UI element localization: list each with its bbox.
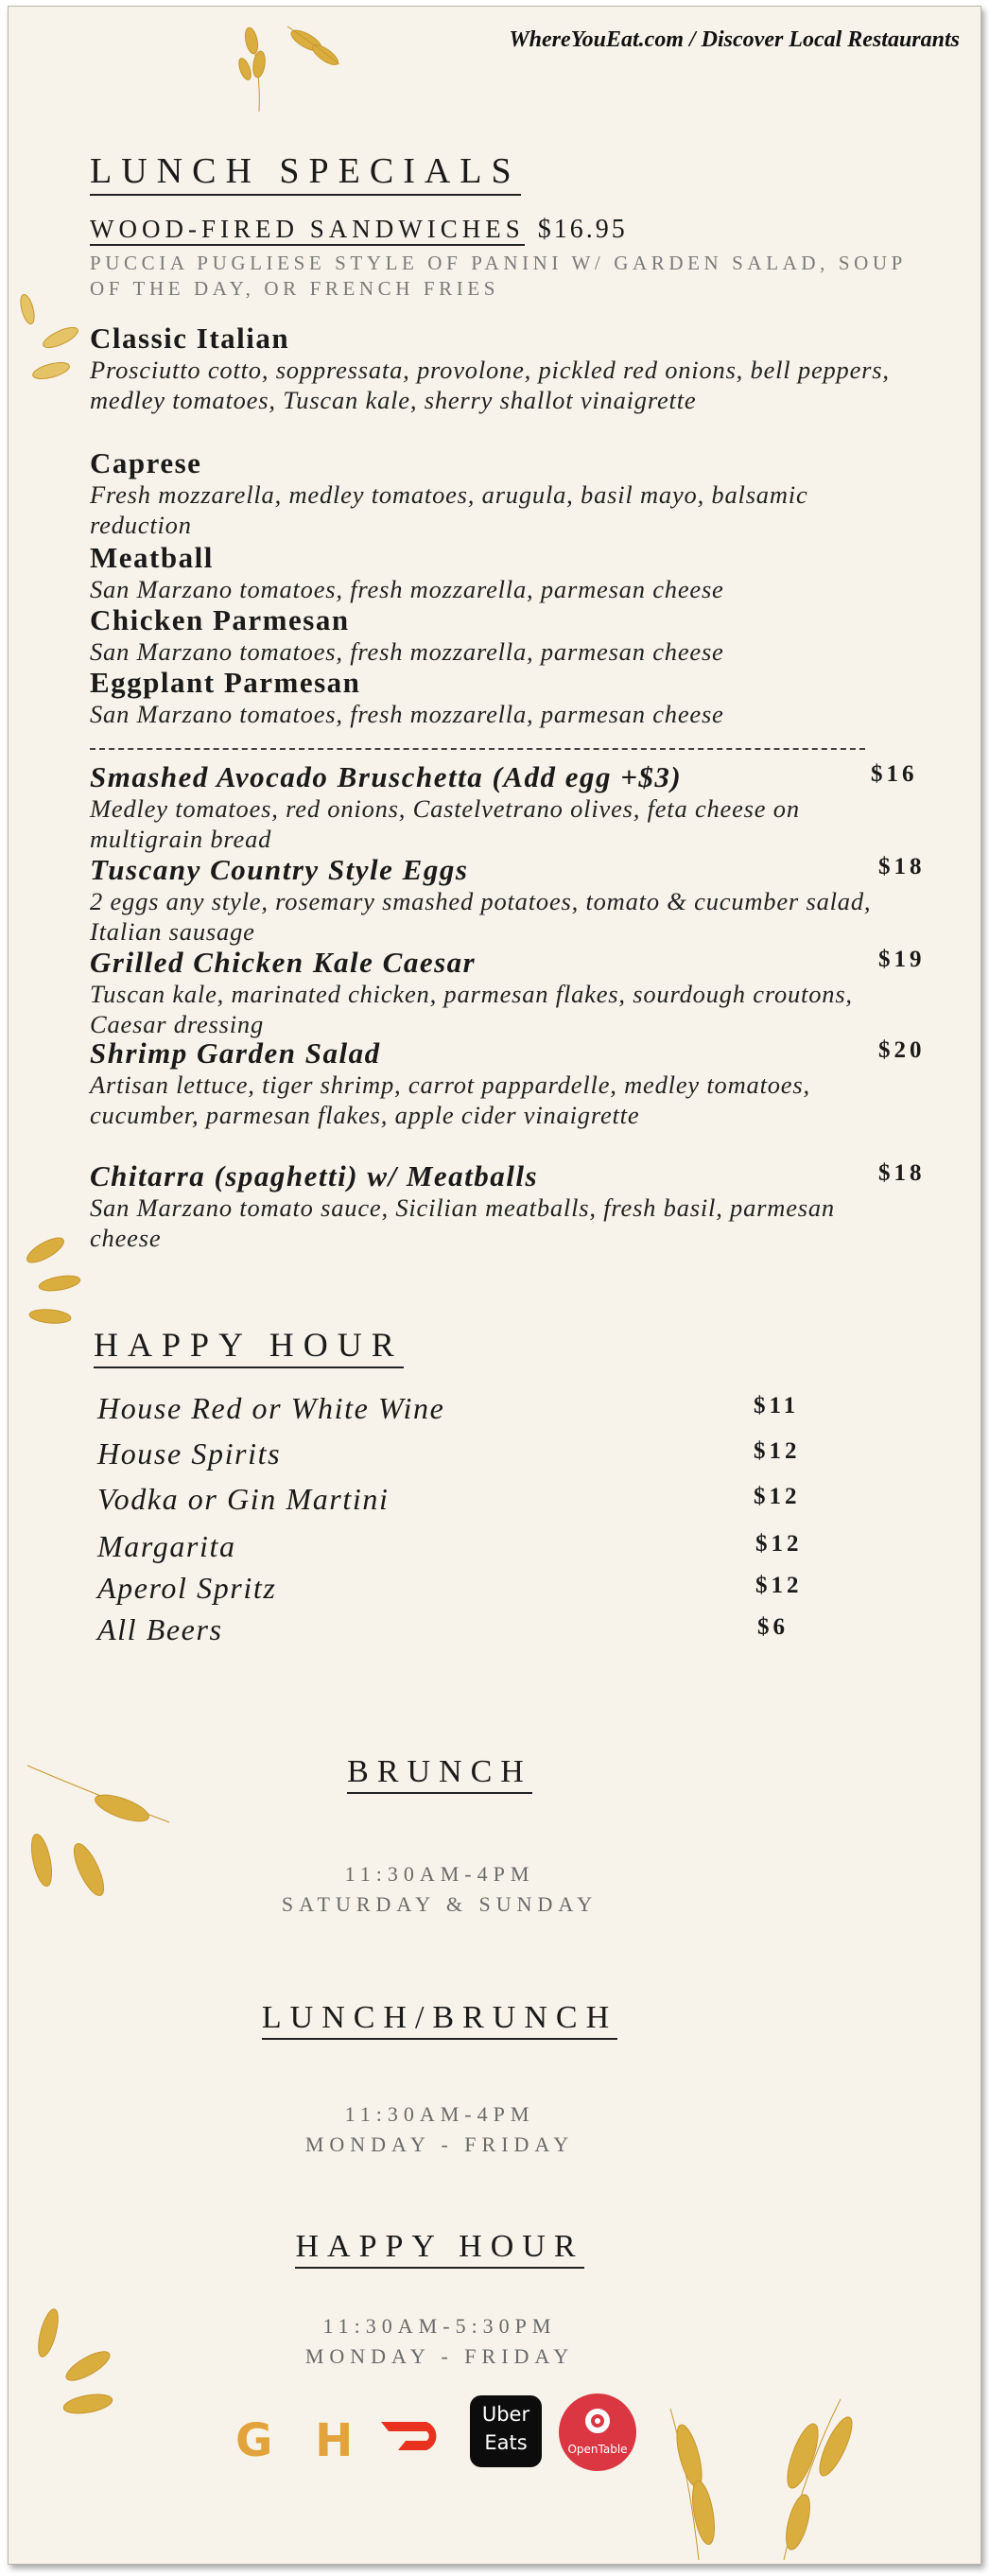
- menu-item: [90, 447, 903, 540]
- item-price: $18: [878, 854, 926, 879]
- item-description: Tuscan kale, marinated chicken, parmesan flakes, sourdough croutons, Caesar dressing: [90, 980, 853, 1038]
- item-description: San Marzano tomato sauce, Sicilian meatballs, fresh basil, parmesan cheese: [90, 1193, 835, 1252]
- item-price: $20: [878, 1037, 926, 1063]
- hours-title: [8, 1754, 926, 1794]
- item-name: Eggplant Parmesan: [90, 666, 361, 699]
- menu-item: [90, 667, 903, 729]
- item-price: $16: [871, 761, 918, 787]
- item-name: Caprese: [90, 446, 202, 479]
- drink-price: $12: [755, 1531, 803, 1557]
- item-description: Medley tomatoes, red onions, Castelvetrano olives, feta cheese on multigrain bread: [90, 794, 800, 853]
- hours-days: SATURDAY & SUNDAY: [281, 1892, 599, 1916]
- item-description: San Marzano tomatoes, fresh mozzarella, parmesan cheese: [90, 637, 724, 666]
- watermark: WhereYouEat.com / Discover Local Restaurants: [509, 27, 960, 52]
- item-description: San Marzano tomatoes, fresh mozzarella, parmesan cheese: [90, 700, 724, 728]
- list-item: [97, 1529, 873, 1567]
- drink-price: $11: [754, 1393, 800, 1419]
- item-description: 2 eggs any style, rosemary smashed potatoes, tomato & cucumber salad, Italian sausage: [90, 887, 872, 946]
- sandwiches-heading: WOOD-FIRED SANDWICHES: [90, 215, 525, 246]
- ubereats-line2: Eats: [484, 2431, 528, 2454]
- drink-price: $12: [754, 1438, 801, 1464]
- menu-item: [90, 1036, 926, 1130]
- ubereats-line1: Uber: [481, 2403, 530, 2426]
- opentable-label: OpenTable: [567, 2443, 628, 2456]
- lunch-specials-title: LUNCH SPECIALS: [90, 150, 521, 196]
- happy-hour-hours-title: HAPPY HOUR: [295, 2229, 583, 2269]
- list-item: [97, 1482, 873, 1520]
- item-name: Grilled Chicken Kale Caesar: [90, 946, 477, 979]
- hours-days: MONDAY - FRIDAY: [304, 2132, 575, 2156]
- lunch-brunch-title: LUNCH/BRUNCH: [262, 2000, 617, 2040]
- item-description: San Marzano tomatoes, fresh mozzarella, parmesan cheese: [90, 575, 724, 603]
- list-item: [97, 1391, 873, 1429]
- ubereats-logo[interactable]: [470, 2395, 542, 2467]
- list-item: [97, 1612, 873, 1650]
- hours-time: 11:30AM-4PM: [344, 2102, 535, 2126]
- hours-time: 11:30AM-5:30PM: [322, 2314, 557, 2338]
- item-name: Chicken Parmesan: [90, 603, 350, 636]
- item-price: $18: [878, 1160, 926, 1186]
- list-item: [97, 1571, 873, 1609]
- divider: [90, 748, 865, 750]
- wheat-icon: [9, 290, 94, 404]
- item-description: Prosciutto cotto, soppressata, provolone, pickled red onions, bell peppers, medley tomatoes, Tuscan kale, sherry shallot vinaigrette: [90, 356, 890, 414]
- sandwiches-price: $16.95: [537, 215, 628, 244]
- doordash-icon[interactable]: [377, 2420, 453, 2452]
- list-item: [97, 1436, 873, 1474]
- opentable-logo[interactable]: [559, 2393, 636, 2471]
- opentable-icon: [585, 2409, 610, 2433]
- drink-price: $12: [754, 1484, 801, 1509]
- hours-days: MONDAY - FRIDAY: [304, 2344, 575, 2368]
- item-description: Artisan lettuce, tiger shrimp, carrot pappardelle, medley tomatoes, cucumber, parmesan flakes, apple cider vinaigrette: [90, 1070, 810, 1129]
- wheat-icon: [221, 12, 354, 116]
- hours-title: [8, 2000, 926, 2040]
- menu-item: [90, 1159, 926, 1253]
- item-name: Shrimp Garden Salad: [90, 1036, 381, 1070]
- happy-hour-title: HAPPY HOUR: [94, 1325, 404, 1368]
- menu-item: [90, 322, 903, 415]
- menu-item: [90, 946, 926, 1039]
- drink-price: $12: [755, 1573, 803, 1598]
- drink-name: House Spirits: [97, 1436, 282, 1471]
- wheat-icon: [661, 2380, 878, 2560]
- item-name: Tuscany Country Style Eggs: [90, 853, 469, 886]
- drink-name: Aperol Spritz: [97, 1571, 277, 1605]
- drink-name: House Red or White Wine: [97, 1391, 445, 1425]
- item-description: Fresh mozzarella, medley tomatoes, arugula, basil mayo, balsamic reduction: [90, 480, 808, 539]
- hours-title: [8, 2229, 926, 2269]
- menu-item: [90, 853, 926, 947]
- sandwiches-note: PUCCIA PUGLIESE STYLE OF PANINI W/ GARDEN SALAD, SOUP OF THE DAY, OR FRENCH FRIES: [90, 252, 907, 300]
- brunch-title: BRUNCH: [347, 1754, 532, 1794]
- item-name: Smashed Avocado Bruschetta (Add egg +$3): [90, 760, 683, 793]
- menu-item: [90, 760, 918, 854]
- item-price: $19: [878, 947, 926, 972]
- item-name: Meatball: [90, 541, 214, 574]
- menu-page: [8, 6, 981, 2565]
- drink-price: $6: [757, 1614, 789, 1640]
- menu-item: [90, 604, 903, 667]
- menu-item: [90, 542, 903, 604]
- drink-name: Margarita: [97, 1529, 236, 1563]
- drink-name: Vodka or Gin Martini: [97, 1482, 390, 1516]
- sandwiches-header: [90, 215, 628, 246]
- item-name: Classic Italian: [90, 322, 290, 355]
- drink-name: All Beers: [97, 1612, 223, 1646]
- grubhub-logo[interactable]: G H: [235, 2414, 367, 2467]
- item-name: Chitarra (spaghetti) w/ Meatballs: [90, 1159, 539, 1192]
- hours-time: 11:30AM-4PM: [344, 1862, 535, 1886]
